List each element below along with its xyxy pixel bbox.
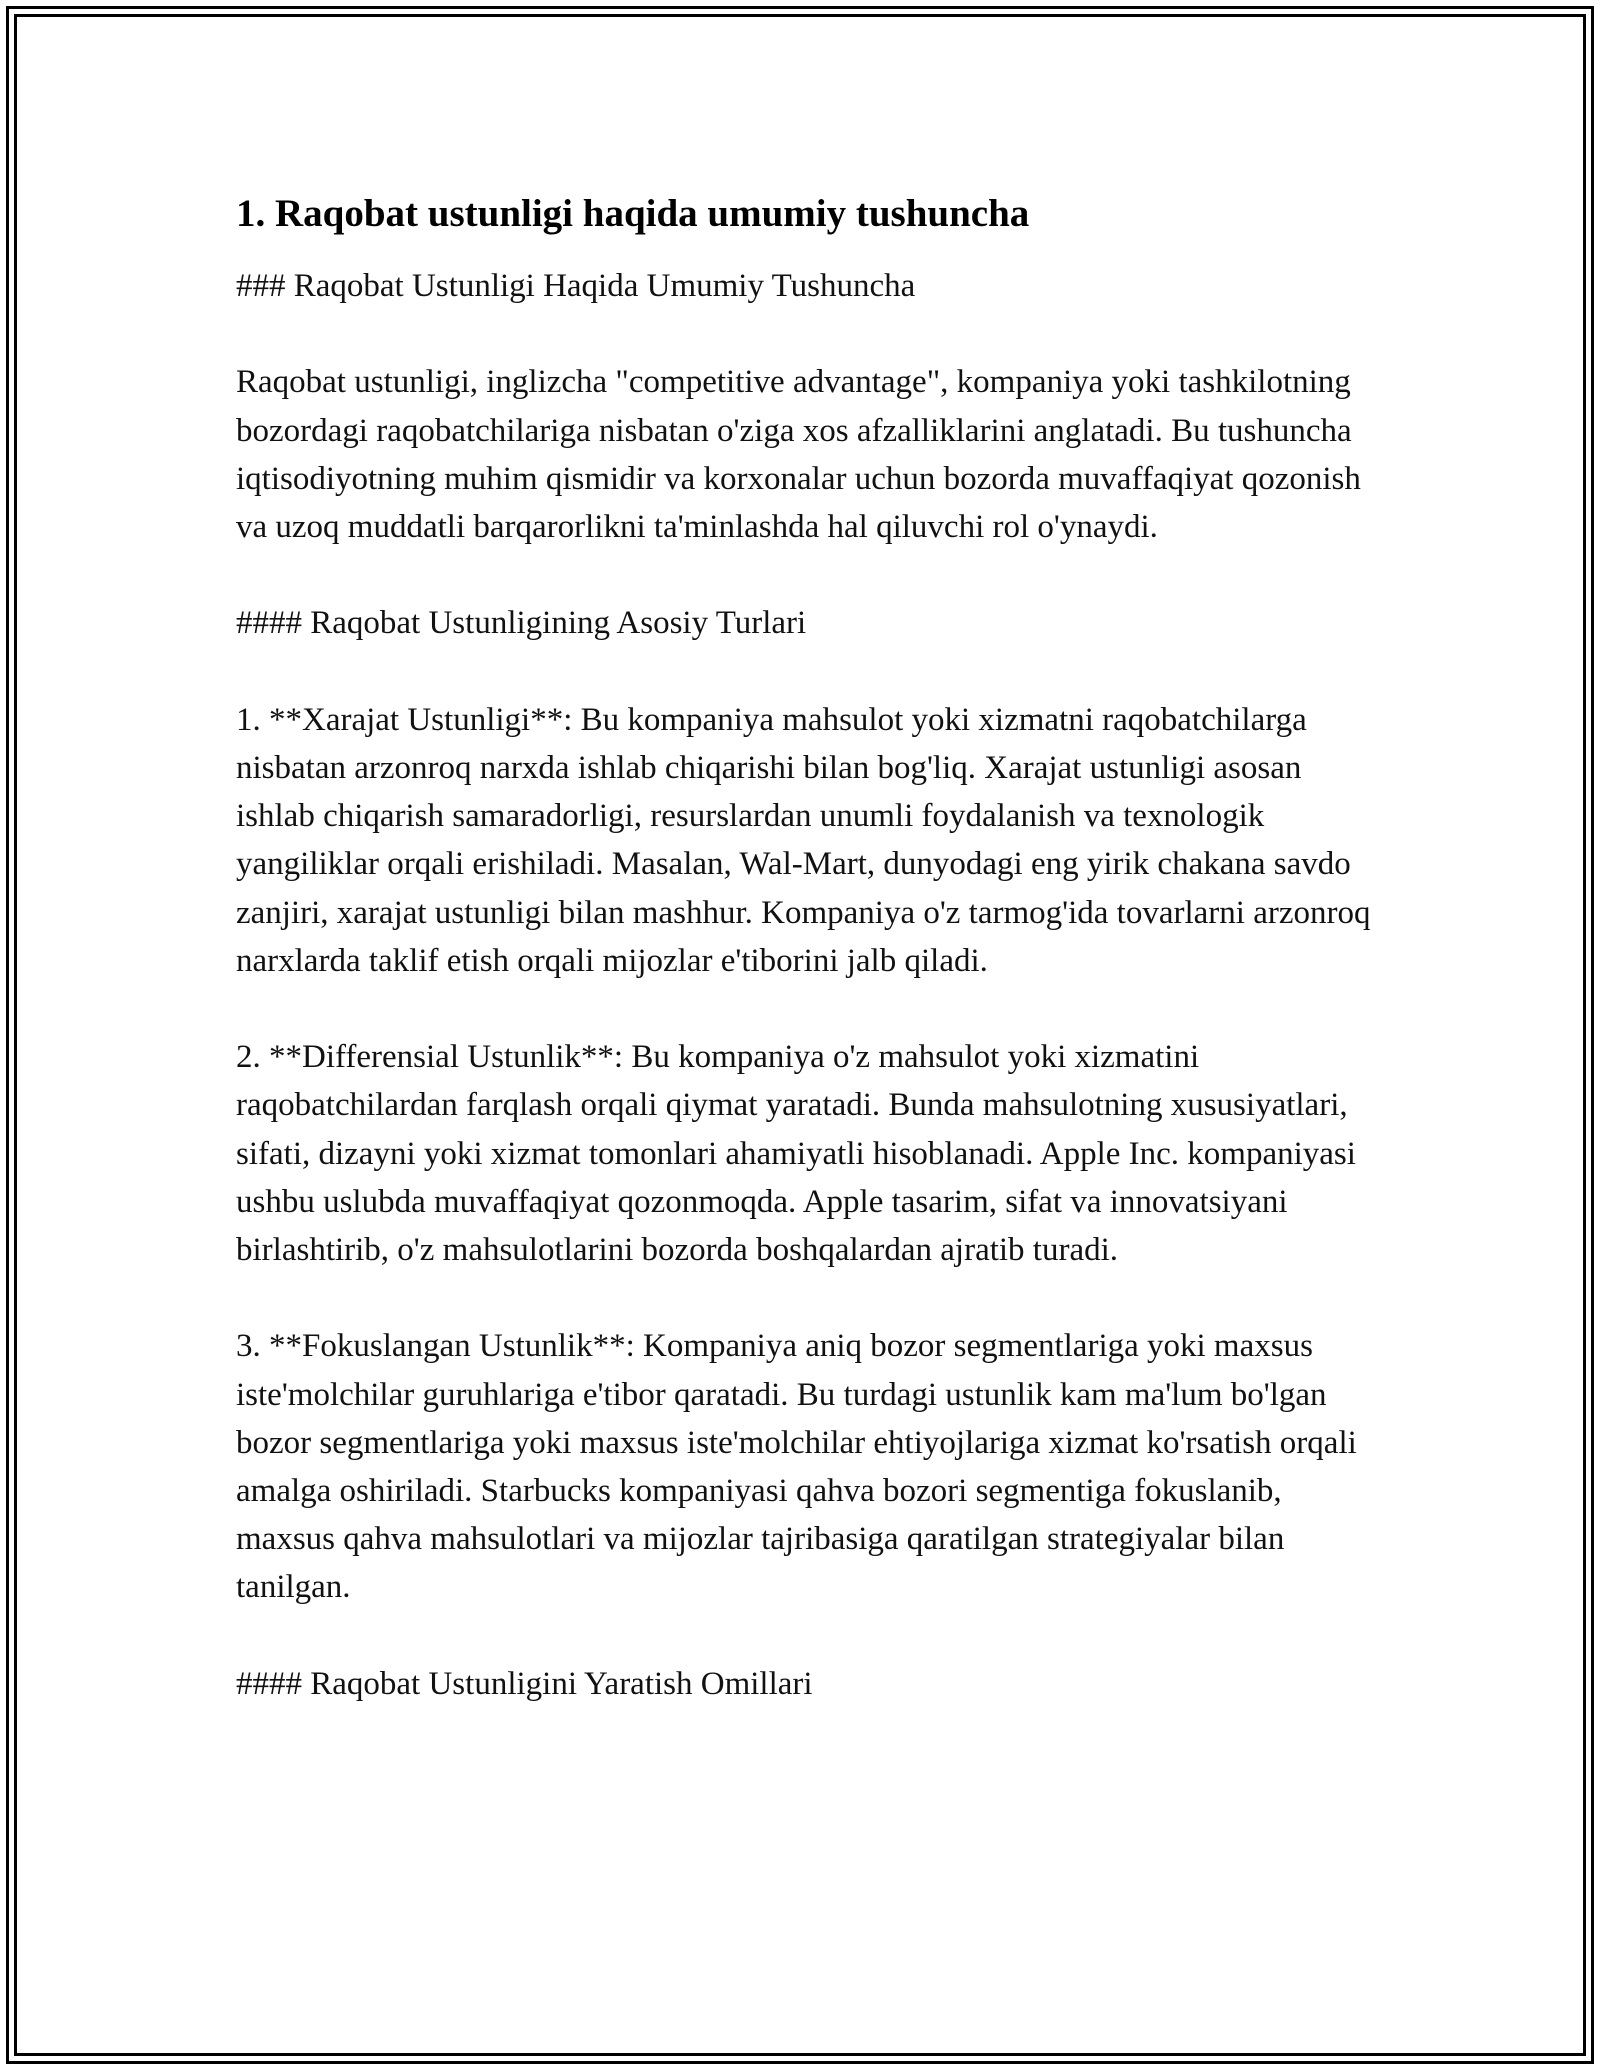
list-item-differential-advantage: 2. **Differensial Ustunlik**: Bu kompaniya o'z mahsulot yoki xizmatini raqobatchilardan farqlash orqali qiymat yaratadi. Bunda mahsulotning xususiyatlari, sifati, dizayni yoki xizmat tomonlari ahamiyatli hisoblanadi. Apple Inc. kompaniyasi ushbu uslubda muvaffaqiyat qozonmoqda. Apple tasarim, sifat va innovatsiyani birlashtirib, o'z mahsulotlarini bozorda boshqalardan ajratib turadi.	[236, 1039, 1356, 1268]
list-item-cost-advantage: 1. **Xarajat Ustunligi**: Bu kompaniya mahsulot yoki xizmatni raqobatchilarga nisbatan arzonroq narxda ishlab chiqarishi bilan bog'liq. Xarajat ustunligi asosan ishlab chiqarish samaradorligi, resurslardan unumli foydalanish va texnologik yangiliklar orqali erishiladi. Masalan, Wal-Mart, dunyodagi eng yirik chakana savdo zanjiri, xarajat ustunligi bilan mashhur. Kompaniya o'z tarmog'ida tovarlarni arzonroq narxlarda taklif etish orqali mijozlar e'tiborini jalb qiladi.	[236, 701, 1371, 979]
subsection-heading-factors: #### Raqobat Ustunligini Yaratish Omillari	[236, 1665, 813, 1702]
subsection-heading-types: #### Raqobat Ustunligining Asosiy Turlari	[236, 605, 807, 642]
intro-paragraph: Raqobat ustunligi, inglizcha "competitive advantage", kompaniya yoki tashkilotning bozordagi raqobatchilariga nisbatan o'ziga xos afzalliklarini anglatadi. Bu tushuncha iqtisodiyotning muhim qismidir va korxonalar uchun bozorda muvaffaqiyat qozonish va uzoq muddatli barqarorlikni ta'minlashda hal qiluvchi rol o'ynaydi.	[236, 364, 1361, 545]
document-title: 1. Raqobat ustunligi haqida umumiy tushuncha	[236, 192, 1030, 235]
document-body	[236, 186, 1371, 1756]
section-heading: ### Raqobat Ustunligi Haqida Umumiy Tushuncha	[236, 268, 916, 304]
list-item-focused-advantage: 3. **Fokuslangan Ustunlik**: Kompaniya aniq bozor segmentlariga yoki maxsus iste'molchilar guruhlariga e'tibor qaratadi. Bu turdagi ustunlik kam ma'lum bo'lgan bozor segmentlariga yoki maxsus iste'molchilar ehtiyojlariga xizmat ko'rsatish orqali amalga oshiriladi. Starbucks kompaniyasi qahva bozori segmentiga fokuslanib, maxsus qahva mahsulotlari va mijozlar tajribasiga qaratilgan strategiyalar bilan tanilgan.	[236, 1328, 1357, 1606]
